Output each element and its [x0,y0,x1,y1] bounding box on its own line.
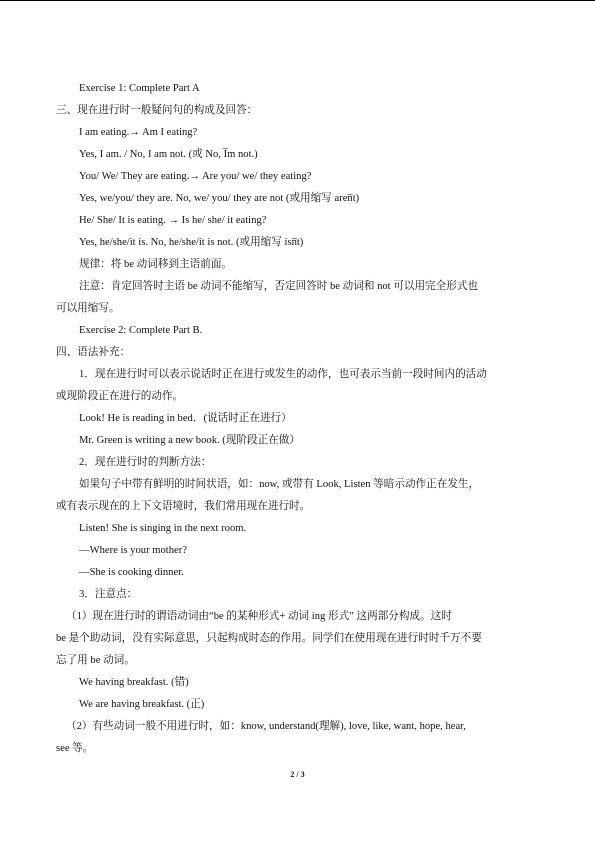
example-line: Listen! She is singing in the next room. [79,523,247,534]
dialogue-line: —Where is your mother? [79,545,187,556]
point-2-heading: 2．现在进行时的判断方法： [79,457,212,468]
example-line: Mr. Green is writing a new book. (现阶段正在做） [79,435,300,446]
note-1-line-continued: be 是个助动词，没有实际意思，只起构成时态的作用。同学们在使用现在进行时时千万不要 [56,633,482,644]
section-3-heading: 三、现在进行时一般疑问句的构成及回答： [56,105,258,116]
point-3-heading: 3．注意点： [79,589,138,600]
dialogue-line: —She is cooking dinner. [79,567,184,578]
rule-line: 规律：将 be 动词移到主语前面。 [79,259,233,270]
correct-example: We are having breakfast. (正) [79,699,205,710]
note-1-line: （1）现在进行时的谓语动词由“be 的某种形式+ 动词 ing 形式” 这两部分构成。这时 [66,611,452,622]
note-2-line: （2）有些动词一般不用进行时，如：know, understand(理解), love, like, want, hope, hear, [66,721,466,732]
point-2-line: 如果句子中带有鲜明的时间状语，如：now, 或带有 Look, Listen 等暗示动作正在发生， [79,479,480,490]
example-line: Yes, he/she/it is. No, he/she/it is not. (或用缩写 isn̅t) [79,237,304,248]
note-2-line-continued: see 等。 [56,743,94,754]
point-1-line: 1．现在进行时可以表示说话时正在进行或发生的动作，也可表示当前一段时间内的活动 [79,369,487,380]
note-1-line-continued: 忘了用 be 动词。 [56,655,135,666]
example-line: You/ We/ They are eating.→ Are you/ we/ they eating? [79,171,312,182]
section-4-heading: 四、语法补充： [56,347,131,358]
note-line: 注意：肯定回答时主语 be 动词不能缩写，否定回答时 be 动词和 not 可以用完全形式也 [79,281,479,292]
page-number: 2 / 3 [290,770,305,779]
exercise-2-heading: Exercise 2: Complete Part B. [79,325,203,336]
example-line: Look! He is reading in bed．(说话时正在进行） [79,413,292,424]
wrong-example: We having breakfast. (错) [79,677,189,688]
point-1-line-continued: 或现阶段正在进行的动作。 [56,391,184,402]
example-line: Yes, we/you/ they are. No, we/ you/ they are not (或用缩写 aren̅t) [79,193,360,204]
note-line-continued: 可以用缩写。 [56,303,120,314]
example-line: I am eating.→ Am I eating? [79,127,198,138]
example-line: Yes, I am. / No, I am not. (或 No, I̅m not.) [79,149,258,160]
example-line: He/ She/ It is eating. → Is he/ she/ it eating? [79,215,267,226]
exercise-1-heading: Exercise 1: Complete Part A [79,83,200,94]
point-2-line-continued: 或有表示现在的上下文语境时，我们常用现在进行时。 [56,501,311,512]
